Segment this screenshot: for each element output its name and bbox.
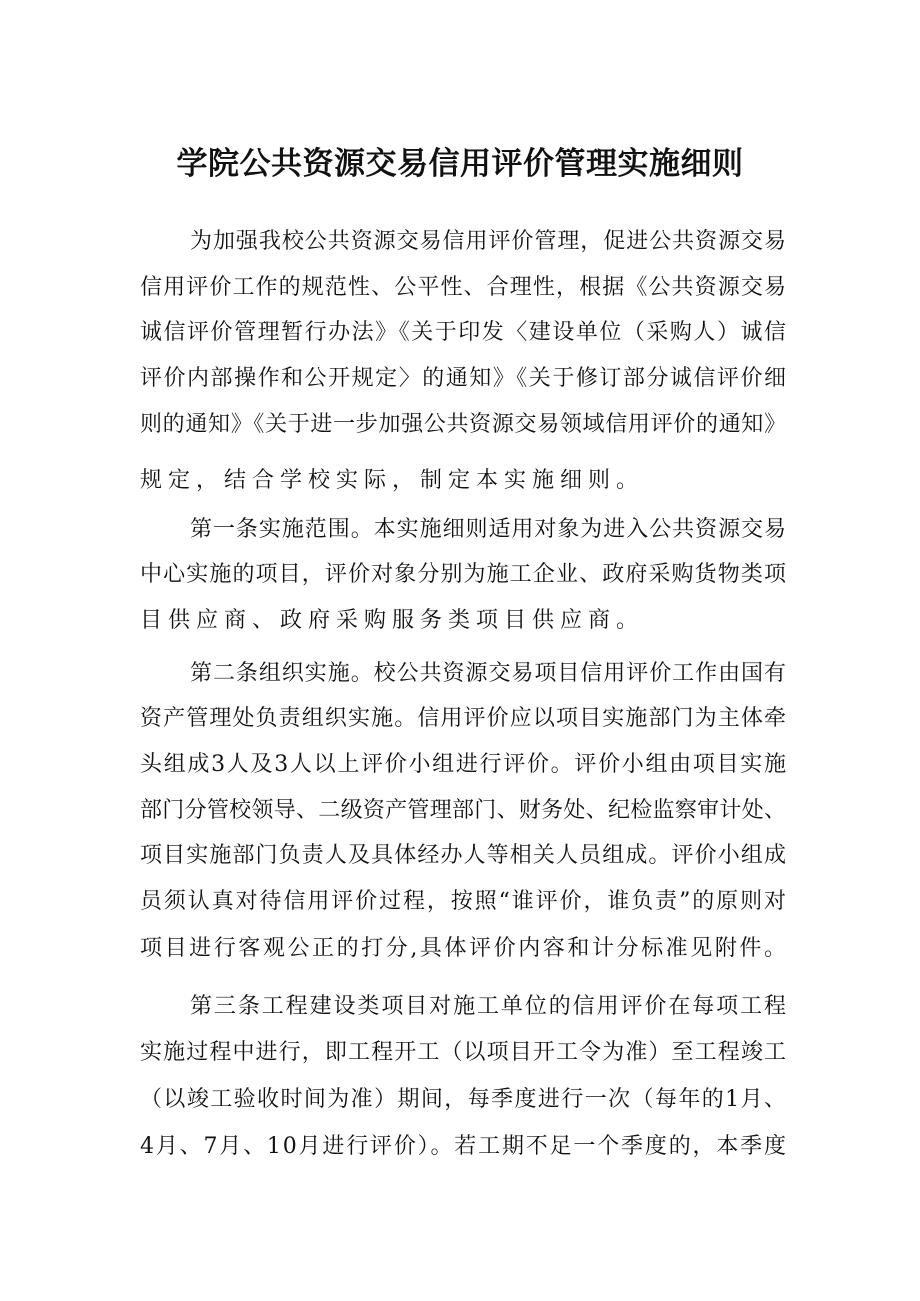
body-line: 第三条工程建设类项目对施工单位的信用评价在每项工程 [190,994,788,1019]
body-line: 员须认真对待信用评价过程，按照“谁评价，谁负责”的原则对 [140,889,788,914]
body-line: 4月、7月、10月进行评价）。若工期不足一个季度的，本季度 [140,1134,788,1159]
body-line: （以竣工验收时间为准）期间，每季度进行一次（每年的1月、 [140,1087,788,1112]
body-line: 诚信评价管理暂行办法》《关于印发〈建设单位（采购人）诚信 [140,320,788,345]
body-line: 部门分管校领导、二级资产管理部门、财务处、纪检监察审计处、 [140,798,787,823]
body-line: 第二条组织实施。校公共资源交易项目信用评价工作由国有 [190,661,787,686]
document-title: 学院公共资源交易信用评价管理实施细则 [176,146,744,182]
body-line: 中心实施的项目，评价对象分别为施工企业、政府采购货物类项 [140,562,788,587]
body-line: 项目实施部门负责人及具体经办人等相关人员组成。评价小组成 [140,843,788,868]
body-line: 第一条实施范围。本实施细则适用对象为进入公共资源交易 [190,517,787,542]
body-line: 资产管理处负责组织实施。信用评价应以项目实施部门为主体牵 [140,706,788,731]
body-line: 项目进行客观公正的打分,具体评价内容和计分标准见附件。 [140,936,789,961]
body-line: 规定，结合学校实际，制定本实施细则。 [140,468,645,493]
body-line: 信用评价工作的规范性、公平性、合理性，根据《公共资源交易 [140,275,788,300]
body-line: 头组成3人及3人以上评价小组进行评价。评价小组由项目实施 [140,752,788,777]
body-line: 则的通知》《关于进一步加强公共资源交易领域信用评价的通知》 [140,412,787,437]
body-line: 评价内部操作和公开规定〉的通知》《关于修订部分诚信评价细 [140,366,788,391]
body-line: 目供应商、政府采购服务类项目供应商。 [140,608,645,633]
body-line: 为加强我校公共资源交易信用评价管理，促进公共资源交易 [190,229,787,254]
body-line: 实施过程中进行，即工程开工（以项目开工令为准）至工程竣工 [140,1040,788,1065]
